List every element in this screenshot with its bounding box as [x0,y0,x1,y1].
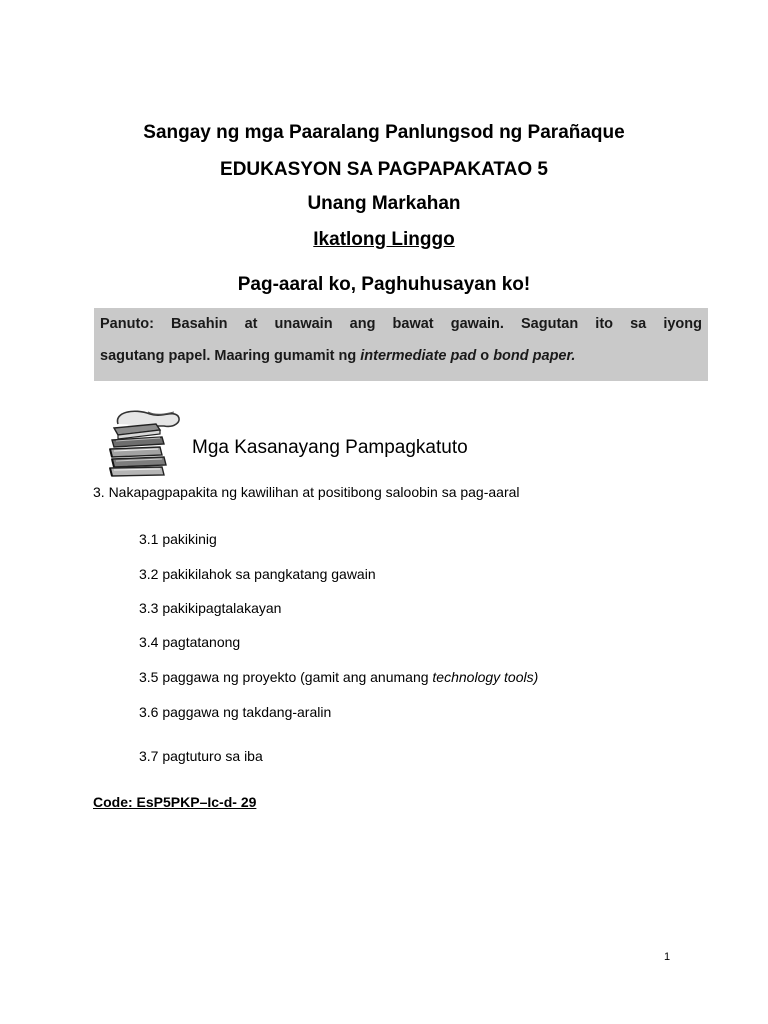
competency-main: 3. Nakapagpapakita ng kawilihan at positibong saloobin sa pag-aaral [93,484,520,500]
subject-heading: EDUKASYON SA PAGPAPAKATAO 5 [220,159,548,180]
quarter-heading: Unang Markahan [307,193,461,214]
competency-item-3-7: 3.7 pagtuturo sa iba [139,748,263,764]
instructions-italic-text-2: bond paper. [493,348,576,364]
competency-code: Code: EsP5PKP–Ic-d- 29 [93,794,257,810]
instructions-line-1: Panuto: Basahin at unawain ang bawat gawain. Sagutan ito sa iyong [100,316,702,332]
module-title: Pag-aaral ko, Paghuhusayan ko! [237,274,531,295]
competency-item-3-3: 3.3 pakikipagtalakayan [139,600,282,616]
competency-item-3-2: 3.2 pakikilahok sa pangkatang gawain [139,566,376,582]
competency-item-3-5-italic: technology tools) [432,669,539,685]
competency-item-3-5 [139,668,538,686]
competency-item-3-6: 3.6 paggawa ng takdang-aralin [139,704,332,720]
instructions-box [94,308,708,381]
instructions-italic-text: intermediate pad [360,348,477,364]
week-heading: Ikatlong Linggo [313,229,455,250]
competency-item-3-4: 3.4 pagtatanong [139,634,241,650]
competency-item-3-5-text: 3.5 paggawa ng proyekto (gamit ang anumang [139,669,433,685]
instructions-line-2 [100,346,702,366]
books-stack-icon [104,406,182,478]
instructions-connector: o [476,348,494,364]
competency-item-3-1: 3.1 pakikinig [139,531,217,547]
competencies-title: Mga Kasanayang Pampagkatuto [192,437,468,458]
instructions-line-2-text: sagutang papel. Maaring gumamit ng [100,348,361,364]
page-number: 1 [664,951,671,963]
division-heading: Sangay ng mga Paaralang Panlungsod ng Parañaque [143,122,625,143]
